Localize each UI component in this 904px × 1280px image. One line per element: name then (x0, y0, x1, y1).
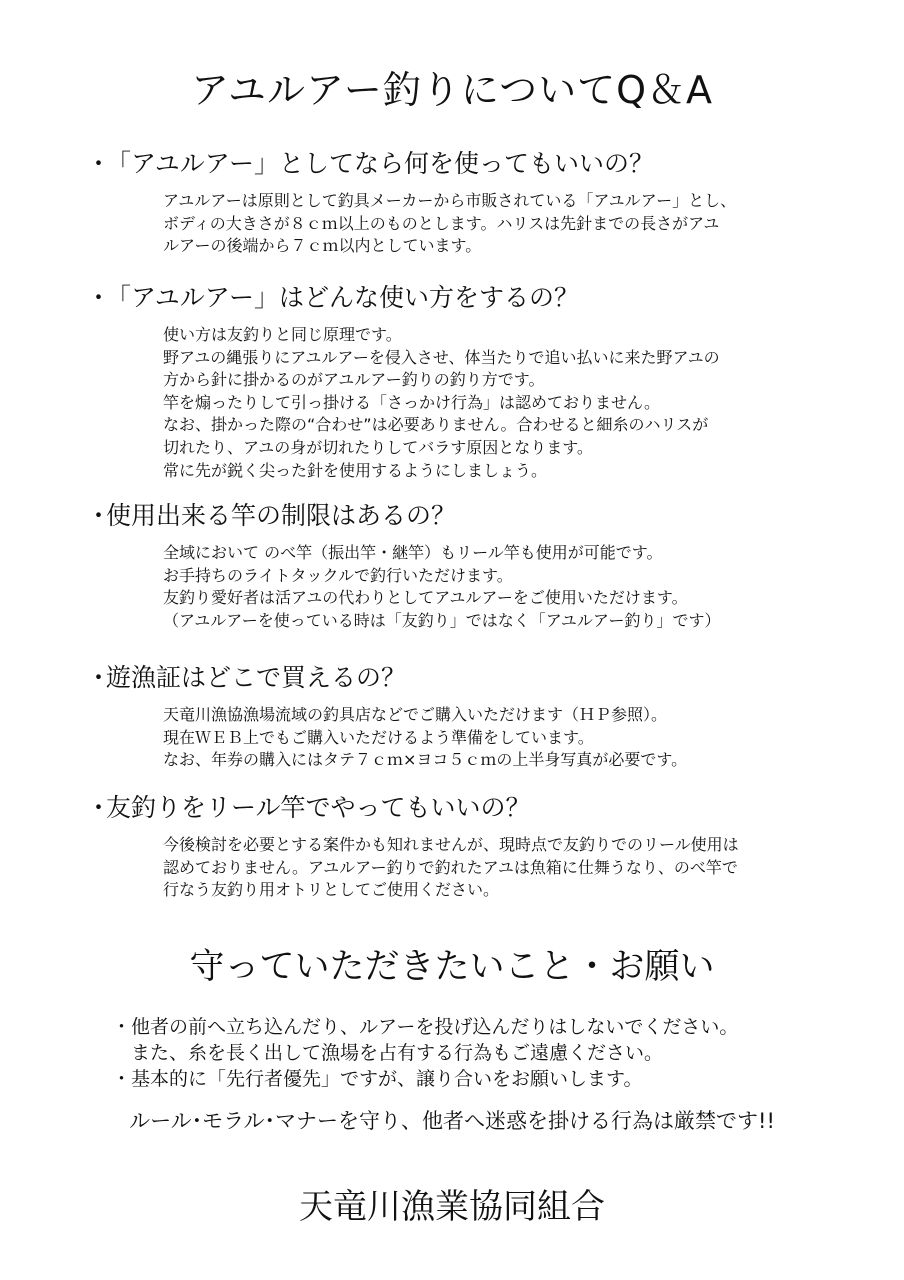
answer-line: 認めておりません。アユルアー釣りで釣れたアユは魚箱に仕舞うなり、のべ竿で (163, 857, 738, 877)
answer-3 (163, 542, 843, 632)
answer-line: 使い方は友釣りと同じ原理です。 (163, 325, 402, 344)
answer-line: 行なう友釣り用オトリとしてご使用ください。 (163, 880, 500, 900)
answer-line: アユルアーは原則として釣具メーカーから市販されている「アユルアー」とし、 (163, 191, 737, 210)
answer-line: 竿を煽ったりして引っ掛ける「さっかけ行為」は認めておりません。 (163, 392, 660, 412)
organization-name: 天竜川漁業協同組合 (299, 1187, 605, 1227)
answer-line: 切れたり、アユの身が切れたりしてバラす原因となります。 (163, 437, 593, 457)
question-heading-1 (86, 148, 654, 180)
bullet: ・ (86, 149, 112, 178)
request-line: ・他者の前へ立ち込んだり、ルアーを投げ込んだりはしないでください。 (112, 1016, 739, 1038)
question-text: 「アユルアー」としてなら何を使ってもいいの？ (106, 149, 655, 178)
answer-1 (163, 190, 843, 258)
answer-5 (163, 834, 843, 902)
answer-line: 友釣り愛好者は活アユの代わりとしてアユルアーをご使用いただけます。 (163, 588, 688, 608)
question-text: 「アユルアー」はどんな使い方をするの？ (106, 283, 580, 312)
bullet: ・ (86, 283, 112, 312)
question-text: 友釣りをリール竿でやってもいいの？ (106, 793, 531, 822)
page-title: アユルアー釣りについてQ＆A (190, 68, 714, 112)
answer-line: 今後検討を必要とする案件かも知れませんが、現時点で友釣りでのリール使用は (163, 835, 739, 854)
answer-2 (163, 324, 843, 482)
answer-line: 天竜川漁協漁場流域の釣具店などでご購入いただけます（ＨＰ参照）。 (163, 705, 668, 724)
request-line: また、糸を長く出して漁場を占有する行為もご遠慮ください。 (112, 1042, 664, 1064)
answer-line: 全域において のべ竿（振出竿・継竿）もリール竿も使用が可能です。 (163, 543, 663, 562)
request-line: ・基本的に「先行者優先」ですが、譲り合いをお願いします。 (112, 1068, 643, 1090)
bullet: ・ (86, 501, 112, 530)
question-text: 使用出来る竿の制限はあるの？ (106, 501, 457, 530)
answer-line: 現在ＷＥＢ上でもご購入いただけるよう準備をしています。 (163, 727, 594, 747)
answer-line: （アユルアーを使っている時は「友釣り」ではなく「アユルアー釣り」です） (163, 610, 721, 630)
question-heading-3 (86, 500, 456, 532)
answer-line: お手持ちのライトタックルで釣行いただけます。 (163, 565, 513, 585)
answer-line: なお、年券の購入にはタテ７ｃｍ×ヨコ５ｃｍの上半身写真が必要です。 (163, 750, 688, 770)
answer-line: ボディの大きさが８ｃｍ以上のものとします。ハリスは先針までの長さがアユ (163, 213, 720, 233)
warning-text: ルール･モラル･マナーを守り、他者へ迷惑を掛ける行為は厳禁です!! (129, 1109, 775, 1133)
answer-line: 野アユの縄張りにアユルアーを侵入させ、体当たりで追い払いに来た野アユの (163, 347, 720, 367)
requests-list (112, 1014, 738, 1092)
question-heading-2 (86, 282, 579, 314)
answer-4 (163, 704, 843, 772)
bullet: ・ (86, 663, 112, 692)
answer-line: 方から針に掛かるのがアユルアー釣りの釣り方です。 (163, 370, 545, 390)
requests-title: 守っていただきたいこと・お願い (189, 947, 715, 987)
question-heading-4 (86, 662, 406, 694)
question-text: 遊漁証はどこで買えるの？ (106, 663, 407, 692)
bullet: ・ (86, 793, 112, 822)
question-heading-5 (86, 792, 531, 824)
answer-line: ルアーの後端から７ｃｍ以内としています。 (163, 236, 482, 256)
answer-line: 常に先が鋭く尖った針を使用するようにしましょう。 (163, 460, 548, 480)
answer-line: なお、掛かった際の“合わせ”は必要ありません。合わせると細糸のハリスが (163, 415, 709, 435)
